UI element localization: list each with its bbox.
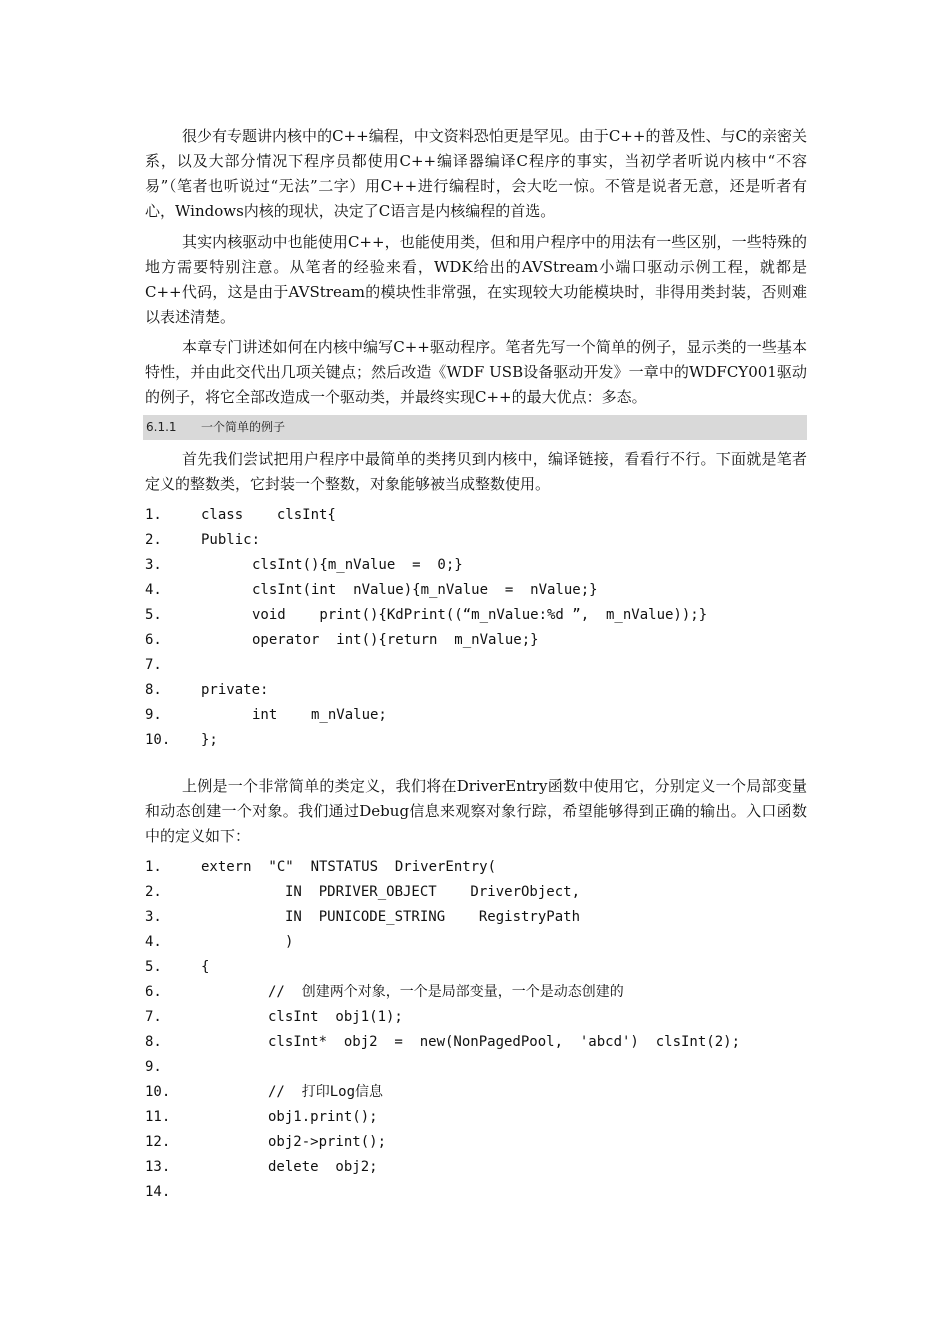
- paragraph-3: 本章专门讲述如何在内核中编写C++驱动程序。笔者先写一个简单的例子，显示类的一些基本特性，并由此交代出几项关键点；然后改造《WDF USB设备驱动开发》一章中的WDFCY001驱动的例子，将它全部改造成一个驱动类，并最终实现C++的最大优点：多态。: [145, 338, 807, 406]
- code-line: [145, 1155, 825, 1180]
- line-number: 1.: [145, 507, 162, 523]
- code-text: // 打印Log信息: [268, 1084, 384, 1100]
- line-number: 3.: [145, 557, 162, 573]
- code-text: {: [201, 959, 210, 975]
- code-text: obj2->print();: [268, 1134, 387, 1150]
- code-line: [145, 955, 825, 980]
- code-text: operator int(){return m_nValue;}: [252, 632, 539, 648]
- code-line: [145, 1030, 825, 1055]
- code-text: void print(){KdPrint((“m_nValue:%d ”, m_nValue));}: [252, 607, 708, 623]
- code-line: [145, 728, 825, 753]
- line-number: 13.: [145, 1159, 171, 1175]
- code-block-1: [145, 503, 825, 753]
- code-text: ): [285, 934, 294, 950]
- code-text: clsInt(){m_nValue = 0;}: [252, 557, 463, 573]
- code-line: [145, 880, 825, 905]
- line-number: 8.: [145, 682, 162, 698]
- code-text: // 创建两个对象，一个是局部变量，一个是动态创建的: [268, 984, 624, 1000]
- code-text: private:: [201, 682, 269, 698]
- line-number: 7.: [145, 1009, 162, 1025]
- code-text: delete obj2;: [268, 1159, 378, 1175]
- code-line: [145, 1005, 825, 1030]
- code-text: clsInt obj1(1);: [268, 1009, 403, 1025]
- code-text: int m_nValue;: [252, 707, 387, 723]
- paragraph-2: 其实内核驱动中也能使用C++，也能使用类，但和用户程序中的用法有一些区别，一些特殊的地方需要特别注意。从笔者的经验来看，WDK给出的AVStream小端口驱动示例工程，就都是C++代码，这是由于AVStream的模块性非常强，在实现较大功能模块时，非得用类封装，否则难以表述清楚。: [145, 233, 807, 326]
- line-number: 6.: [145, 632, 162, 648]
- code-line: [145, 578, 825, 603]
- code-line: [145, 678, 825, 703]
- code-block-2: [145, 855, 825, 1205]
- line-number: 4.: [145, 582, 162, 598]
- code-line: [145, 980, 825, 1005]
- line-number: 1.: [145, 859, 162, 875]
- code-text: };: [201, 732, 218, 748]
- section-title: 一个简单的例子: [201, 420, 286, 434]
- code-text: Public:: [201, 532, 261, 548]
- section-number: 6.1.1: [146, 420, 177, 434]
- line-number: 12.: [145, 1134, 171, 1150]
- line-number: 6.: [145, 984, 162, 1000]
- line-number: 9.: [145, 707, 162, 723]
- code-line: [145, 1105, 825, 1130]
- line-number: 2.: [145, 884, 162, 900]
- code-line: [145, 528, 825, 553]
- code-line: [145, 603, 825, 628]
- code-line: [145, 653, 825, 678]
- line-number: 8.: [145, 1034, 162, 1050]
- code-line: [145, 703, 825, 728]
- line-number: 10.: [145, 1084, 171, 1100]
- line-number: 7.: [145, 657, 162, 673]
- code-text: IN PUNICODE_STRING RegistryPath: [285, 909, 581, 925]
- section-heading: [143, 415, 807, 440]
- code-line: [145, 1180, 825, 1205]
- code-text: extern "C" NTSTATUS DriverEntry(: [201, 859, 497, 875]
- code-text: obj1.print();: [268, 1109, 378, 1125]
- code-text: clsInt* obj2 = new(NonPagedPool, 'abcd') clsInt(2);: [268, 1034, 741, 1050]
- code-line: [145, 628, 825, 653]
- code-text: IN PDRIVER_OBJECT DriverObject,: [285, 884, 581, 900]
- line-number: 2.: [145, 532, 162, 548]
- code-line: [145, 553, 825, 578]
- line-number: 11.: [145, 1109, 171, 1125]
- intro-paragraph-2: 上例是一个非常简单的类定义，我们将在DriverEntry函数中使用它，分别定义一个局部变量和动态创建一个对象。我们通过Debug信息来观察对象行踪，希望能够得到正确的输出。入口函数中的定义如下：: [145, 777, 807, 845]
- code-line: [145, 930, 825, 955]
- code-line: [145, 855, 825, 880]
- code-line: [145, 503, 825, 528]
- line-number: 3.: [145, 909, 162, 925]
- line-number: 9.: [145, 1059, 162, 1075]
- code-line: [145, 905, 825, 930]
- line-number: 10.: [145, 732, 171, 748]
- line-number: 5.: [145, 607, 162, 623]
- code-text: class clsInt{: [201, 507, 336, 523]
- line-number: 14.: [145, 1184, 171, 1200]
- line-number: 5.: [145, 959, 162, 975]
- code-text: clsInt(int nValue){m_nValue = nValue;}: [252, 582, 598, 598]
- line-number: 4.: [145, 934, 162, 950]
- code-line: [145, 1055, 825, 1080]
- code-line: [145, 1080, 825, 1105]
- paragraph-1: 很少有专题讲内核中的C++编程，中文资料恐怕更是罕见。由于C++的普及性、与C的亲密关系，以及大部分情况下程序员都使用C++编译器编译C程序的事实，当初学者听说内核中“不容易”（笔者也听说过“无法”二字）用C++进行编程时，会大吃一惊。不管是说者无意，还是听者有心，Windows内核的现状，决定了C语言是内核编程的首选。: [145, 127, 807, 220]
- code-line: [145, 1130, 825, 1155]
- intro-paragraph-1: 首先我们尝试把用户程序中最简单的类拷贝到内核中，编译链接，看看行不行。下面就是笔者定义的整数类，它封装一个整数，对象能够被当成整数使用。: [145, 450, 807, 493]
